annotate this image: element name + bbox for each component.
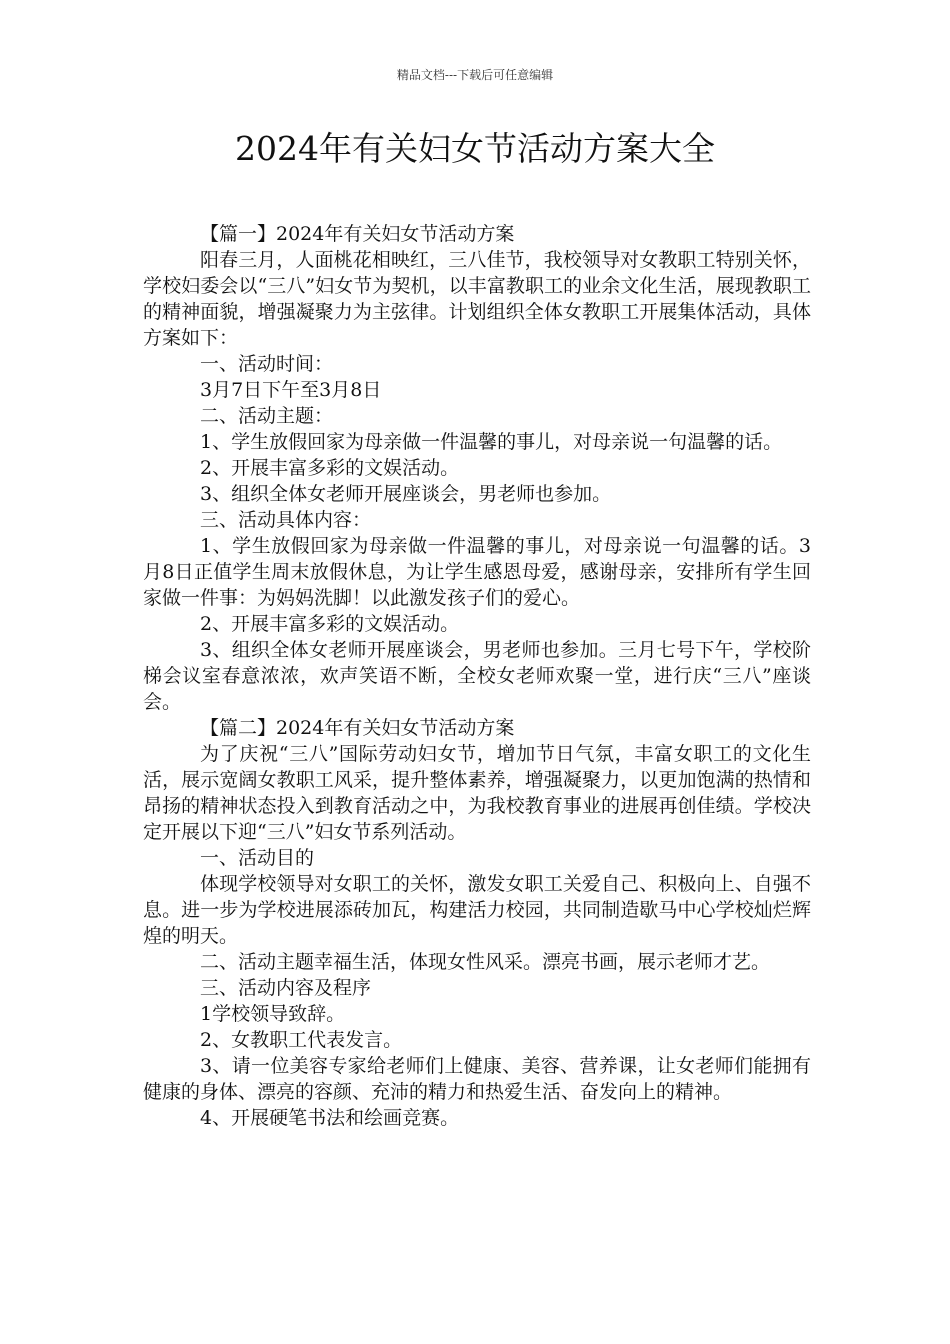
document-body [143, 221, 811, 1131]
list-item: 2、开展丰富多彩的文娱活动。 [200, 457, 460, 479]
list-item: 1、学生放假回家为母亲做一件温馨的事儿，对母亲说一句温馨的话。3月8日正值学生周末放假休息，为让学生感恩母爱，感谢母亲，安排所有学生回家做一件事：为妈妈洗脚！以此激发孩子们的爱心。 [143, 535, 811, 609]
list-item: 3、请一位美容专家给老师们上健康、美容、营养课，让女老师们能拥有健康的身体、漂亮的容颜、充沛的精力和热爱生活、奋发向上的精神。 [143, 1055, 811, 1103]
paragraph-activity-purpose: 体现学校领导对女职工的关怀，激发女职工关爱自己、积极向上、自强不息。进一步为学校进展添砖加瓦，构建活力校园，共同制造歇马中心学校灿烂辉煌的明天。 [143, 873, 811, 947]
list-item: 2、开展丰富多彩的文娱活动。 [200, 613, 460, 635]
header-note: 精品文档---下载后可任意编辑 [396, 68, 554, 82]
paragraph-activity-theme: 二、活动主题幸福生活，体现女性风采。漂亮书画，展示老师才艺。 [200, 951, 771, 973]
list-item: 4、开展硬笔书法和绘画竞赛。 [200, 1107, 460, 1129]
document-title: 2024年有关妇女节活动方案大全 [235, 129, 715, 168]
paragraph-intro-two: 为了庆祝“三八”国际劳动妇女节，增加节日气氛，丰富女职工的文化生活，展示宽阔女教职工风采，提升整体素养，增强凝聚力，以更加饱满的热情和昂扬的精神状态投入到教育活动之中，为我校教育事业的进展再创佳绩。学校决定开展以下迎“三八”妇女节系列活动。 [143, 743, 811, 843]
list-item: 3、组织全体女老师开展座谈会，男老师也参加。 [200, 483, 612, 505]
paragraph-activity-time: 3月7日下午至3月8日 [200, 379, 382, 401]
list-item: 1、学生放假回家为母亲做一件温馨的事儿，对母亲说一句温馨的话。 [200, 431, 783, 453]
subheading-activity-theme: 二、活动主题： [200, 405, 334, 427]
subheading-activity-purpose: 一、活动目的 [200, 847, 315, 869]
list-item: 2、女教职工代表发言。 [200, 1029, 403, 1051]
subheading-activity-program: 三、活动内容及程序 [200, 977, 372, 999]
paragraph-intro-one: 阳春三月，人面桃花相映红，三八佳节，我校领导对女教职工特别关怀，学校妇委会以“三八”妇女节为契机，以丰富教职工的业余文化生活，展现教职工的精神面貌，增强凝聚力为主弦律。计划组织全体女教职工开展集体活动，具体方案如下： [143, 249, 811, 349]
subheading-activity-time: 一、活动时间： [200, 353, 334, 375]
list-item: 3、组织全体女老师开展座谈会，男老师也参加。三月七号下午，学校阶梯会议室春意浓浓，欢声笑语不断，全校女老师欢聚一堂，进行庆“三八”座谈会。 [143, 639, 811, 713]
subheading-activity-content: 三、活动具体内容： [200, 509, 372, 531]
list-item: 1学校领导致辞。 [200, 1003, 346, 1025]
section-heading-part-one: 【篇一】2024年有关妇女节活动方案 [200, 223, 515, 245]
section-heading-part-two: 【篇二】2024年有关妇女节活动方案 [200, 717, 515, 739]
